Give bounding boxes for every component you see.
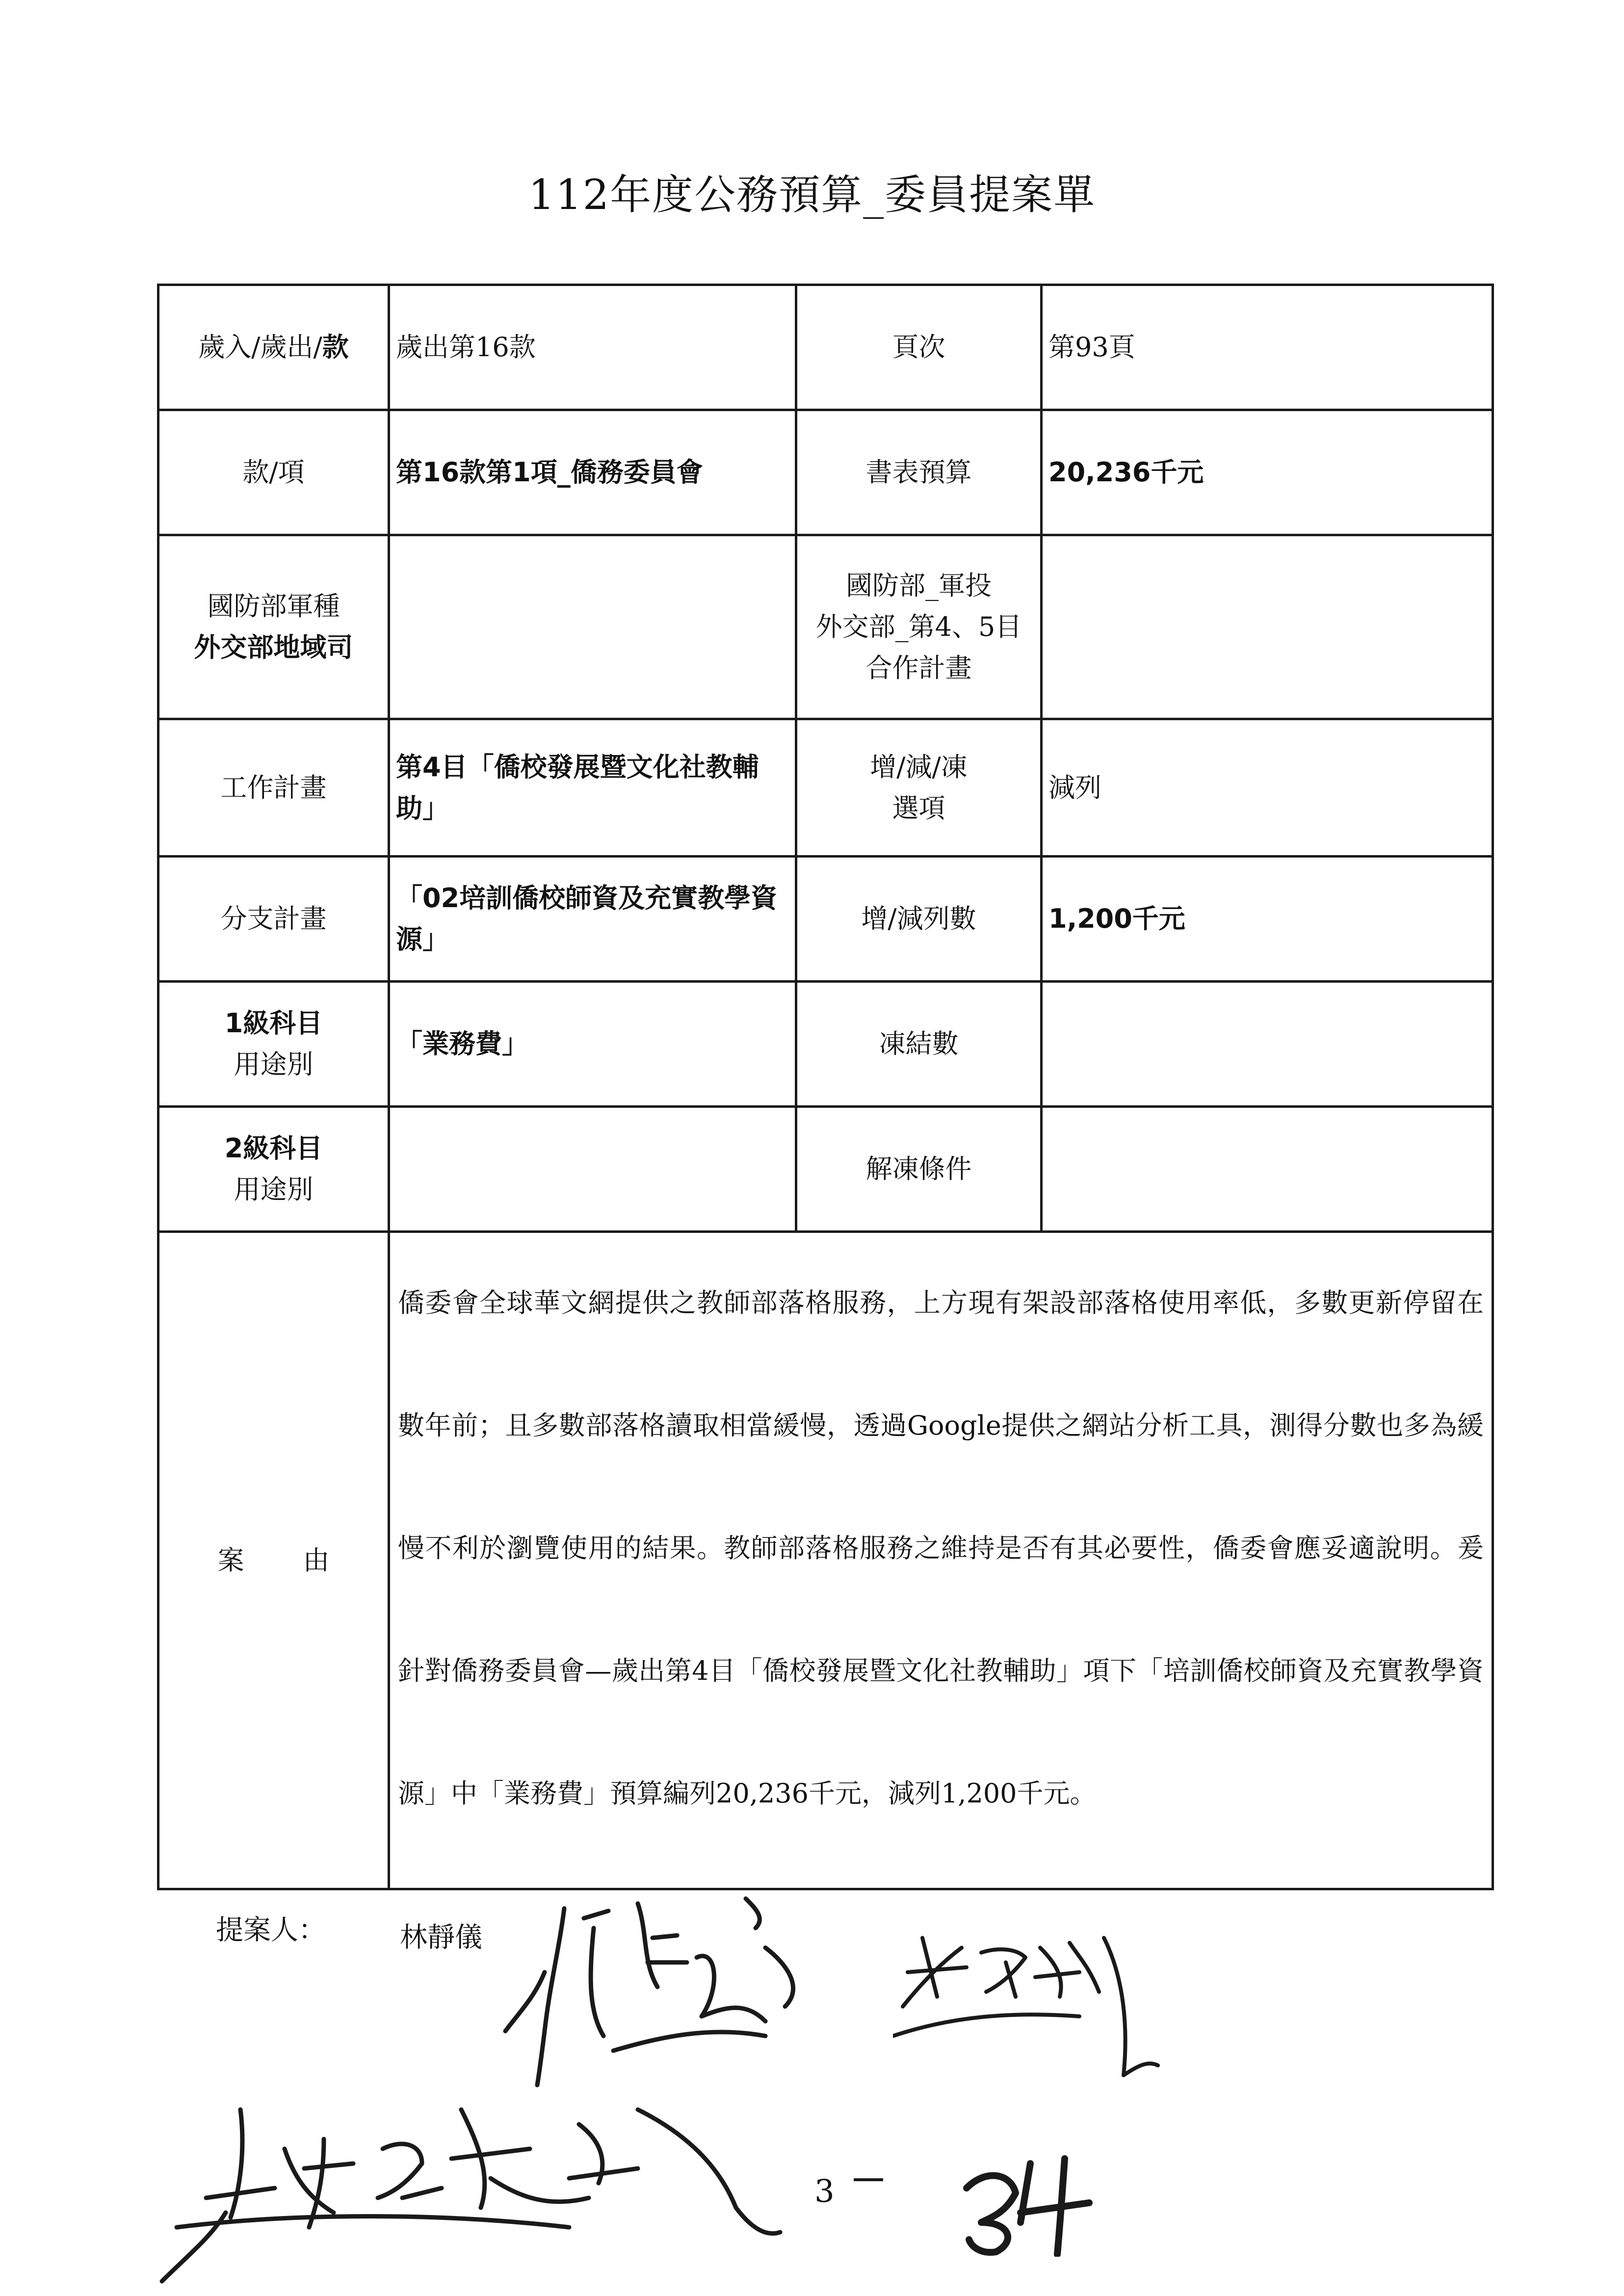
label-sub-plan: 分支計畫	[158, 857, 389, 982]
value-income-expense: 歲出第16款	[389, 285, 796, 410]
label-section-item: 款/項	[158, 410, 389, 535]
label-cooperation-plan: 國防部_軍投 外交部_第4、5目 合作計畫	[796, 535, 1042, 719]
value-level1-subject: 「業務費」	[389, 982, 796, 1107]
row-level2-subject	[158, 1107, 1493, 1232]
proposer-name: 林靜儀	[400, 1922, 482, 1954]
row-sub-plan	[158, 857, 1493, 982]
value-work-plan: 第4目「僑校發展暨文化社教輔助」	[389, 719, 796, 857]
label-adjust-option: 增/減/凍 選項	[796, 719, 1042, 857]
label-work-plan: 工作計畫	[158, 719, 389, 857]
row-defense-foreign	[158, 535, 1493, 719]
signature-2	[893, 1918, 1168, 2105]
value-adjust-option: 減列	[1042, 719, 1493, 857]
value-page: 第93頁	[1042, 285, 1493, 410]
row-section-item	[158, 410, 1493, 535]
label-page: 頁次	[796, 285, 1042, 410]
value-unfreeze-condition	[1042, 1107, 1493, 1232]
page-number: 3	[814, 2173, 835, 2210]
value-sub-plan: 「02培訓僑校師資及充實教學資源」	[389, 857, 796, 982]
label-adjust-amount: 增/減列數	[796, 857, 1042, 982]
proposer-label: 提案人：	[216, 1914, 326, 1946]
value-cooperation-plan	[1042, 535, 1493, 719]
proposal-form-table	[157, 284, 1494, 1890]
row-reason	[158, 1232, 1493, 1889]
value-level2-subject	[389, 1107, 796, 1232]
value-section-item: 第16款第1項_僑務委員會	[389, 410, 796, 535]
row-level1-subject	[158, 982, 1493, 1107]
row-income-expense	[158, 285, 1493, 410]
row-work-plan	[158, 719, 1493, 857]
label-income-expense: 歲入/歲出/款	[158, 285, 389, 410]
value-frozen-amount	[1042, 982, 1493, 1107]
label-budget: 書表預算	[796, 410, 1042, 535]
value-adjust-amount: 1,200千元	[1042, 857, 1493, 982]
value-defense-foreign	[389, 535, 796, 719]
signature-3	[147, 2051, 824, 2296]
reason-text: 僑委會全球華文網提供之教師部落格服務，上方現有架設部落格使用率低，多數更新停留在數年前；且多數部落格讀取相當緩慢，透過Google提供之網站分析工具，測得分數也多為緩慢不利於瀏覽使用的結果。教師部落格服務之維持是否有其必要性，僑委會應妥適說明。爰針對僑務委員會—歲出第4目「僑校發展暨文化社教輔助」項下「培訓僑校師資及充實教學資源」中「業務費」預算編列20,236千元，減列1,200千元。	[389, 1232, 1493, 1889]
label-reason: 案 由	[158, 1232, 389, 1889]
label-level2-subject: 2級科目 用途別	[158, 1107, 389, 1232]
value-budget: 20,236千元	[1042, 410, 1493, 535]
label-level1-subject: 1級科目 用途別	[158, 982, 389, 1107]
form-title: 112年度公務預算_委員提案單	[528, 171, 1096, 219]
label-unfreeze-condition: 解凍條件	[796, 1107, 1042, 1232]
dash-mark	[854, 2178, 883, 2181]
handwritten-page-number	[962, 2149, 1109, 2257]
label-defense-foreign: 國防部軍種 外交部地域司	[158, 535, 389, 719]
label-frozen-amount: 凍結數	[796, 982, 1042, 1107]
